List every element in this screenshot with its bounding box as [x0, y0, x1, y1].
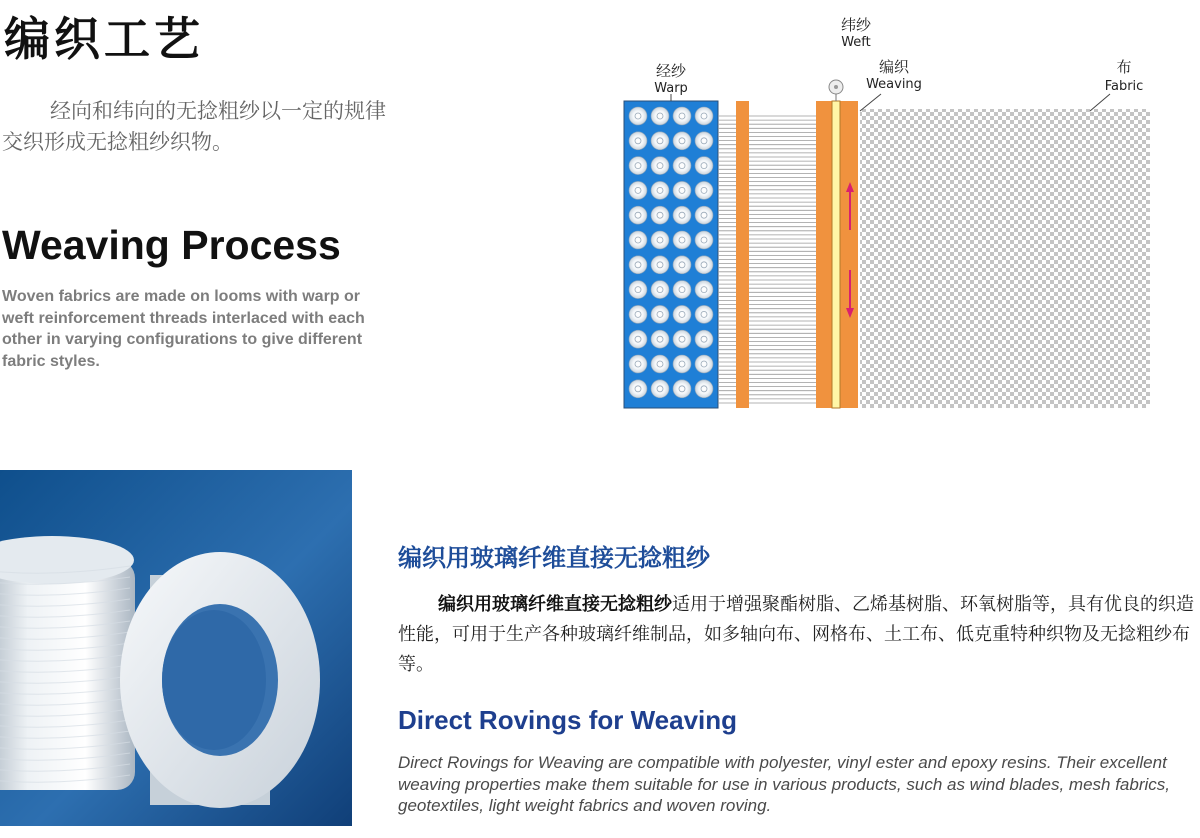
bobbin-icon: [673, 355, 691, 373]
bobbin-icon: [651, 157, 669, 175]
bobbin-icon: [629, 380, 647, 398]
product-title-en: Direct Rovings for Weaving: [398, 705, 738, 735]
weft-label-en: Weft: [841, 35, 871, 50]
roving-bobbins-photo: [0, 470, 352, 826]
bobbin-icon: [695, 380, 713, 398]
section-title-en: Weaving Process: [2, 222, 341, 268]
section-title-cn: 编织工艺: [4, 12, 204, 66]
bobbin-icon: [629, 132, 647, 150]
bobbin-icon: [695, 157, 713, 175]
bobbin-icon: [651, 181, 669, 199]
bobbin-icon: [651, 206, 669, 224]
weaving-label-en: Weaving: [866, 77, 922, 92]
warp-label-en: Warp: [654, 81, 688, 96]
bobbin-icon: [651, 305, 669, 323]
bobbin-icon: [673, 281, 691, 299]
bobbin-icon: [629, 206, 647, 224]
bobbin-icon: [673, 256, 691, 274]
bobbin-icon: [695, 206, 713, 224]
bobbin-icon: [651, 231, 669, 249]
bobbin-icon: [673, 305, 691, 323]
bobbin-icon: [651, 355, 669, 373]
product-title-cn: 编织用玻璃纤维直接无捻粗纱: [398, 544, 710, 572]
bobbin-icon: [695, 330, 713, 348]
reed-bar: [736, 101, 749, 408]
bobbin-icon: [629, 355, 647, 373]
bobbin-icon: [695, 181, 713, 199]
bobbin-icon: [695, 355, 713, 373]
bobbin-icon: [673, 181, 691, 199]
section-description-en: Woven fabrics are made on looms with warp or weft reinforcement threads interlaced with each other in varying configurations to give different fabric styles.: [2, 288, 365, 370]
bobbin-icon: [673, 107, 691, 125]
bobbin-icon: [629, 330, 647, 348]
bobbin-icon: [651, 107, 669, 125]
bobbin-icon: [629, 305, 647, 323]
bobbin-icon: [673, 206, 691, 224]
bobbin-icon: [673, 380, 691, 398]
fabric-label-en: Fabric: [1104, 79, 1144, 94]
product-description-cn-text: 适用于增强聚酯树脂、乙烯基树脂、环氧树脂等，具有优良的织造性能，可用于生产各种玻璃纤维制品，如多轴向布、网格布、土工布、低克重特种织物及无捻粗纱布等。: [398, 594, 1194, 675]
bobbin-icon: [651, 256, 669, 274]
section-description-cn: 经向和纬向的无捻粗纱以一定的规律交织形成无捻粗纱织物。: [2, 99, 386, 154]
weft-shuttle: [832, 101, 840, 408]
bobbin-icon: [695, 107, 713, 125]
bobbin-icon: [629, 181, 647, 199]
weaving-process-diagram: [610, 8, 1190, 418]
bobbin-icon: [673, 157, 691, 175]
bobbin-icon: [629, 256, 647, 274]
bobbin-icon: [695, 132, 713, 150]
warp-label-cn: 经纱: [655, 62, 687, 80]
bobbin-icon: [695, 256, 713, 274]
bobbin-icon: [695, 281, 713, 299]
bobbin-icon: [651, 132, 669, 150]
warp-threads: [718, 116, 736, 403]
bobbin-icon: [651, 330, 669, 348]
product-name-bold: 编织用玻璃纤维直接无捻粗纱: [438, 594, 672, 615]
bobbin-icon: [673, 330, 691, 348]
bobbin-icon: [695, 305, 713, 323]
bobbin-icon: [629, 231, 647, 249]
bobbin-icon: [695, 231, 713, 249]
product-description-cn: [398, 590, 1198, 680]
bobbin-icon: [651, 380, 669, 398]
bobbin-icon: [651, 281, 669, 299]
bobbin-icon: [629, 107, 647, 125]
product-description-en: Direct Rovings for Weaving are compatible with polyester, vinyl ester and epoxy resins. Their excellent weaving properties make them suitable for use in various products, such as wind blades, mesh fabrics, geotextiles, light weight fabrics and woven roving.: [398, 753, 1170, 815]
bobbin-icon: [629, 281, 647, 299]
bobbin-icon: [673, 231, 691, 249]
bobbin-icon: [673, 132, 691, 150]
fabric-area: [860, 109, 1150, 408]
warp-threads-after-reed: [749, 116, 816, 403]
weft-label-cn: 纬纱: [840, 16, 872, 34]
weaving-label-cn: 编织: [878, 58, 910, 76]
fabric-label-cn: 布: [1116, 58, 1132, 76]
bobbin-icon: [629, 157, 647, 175]
